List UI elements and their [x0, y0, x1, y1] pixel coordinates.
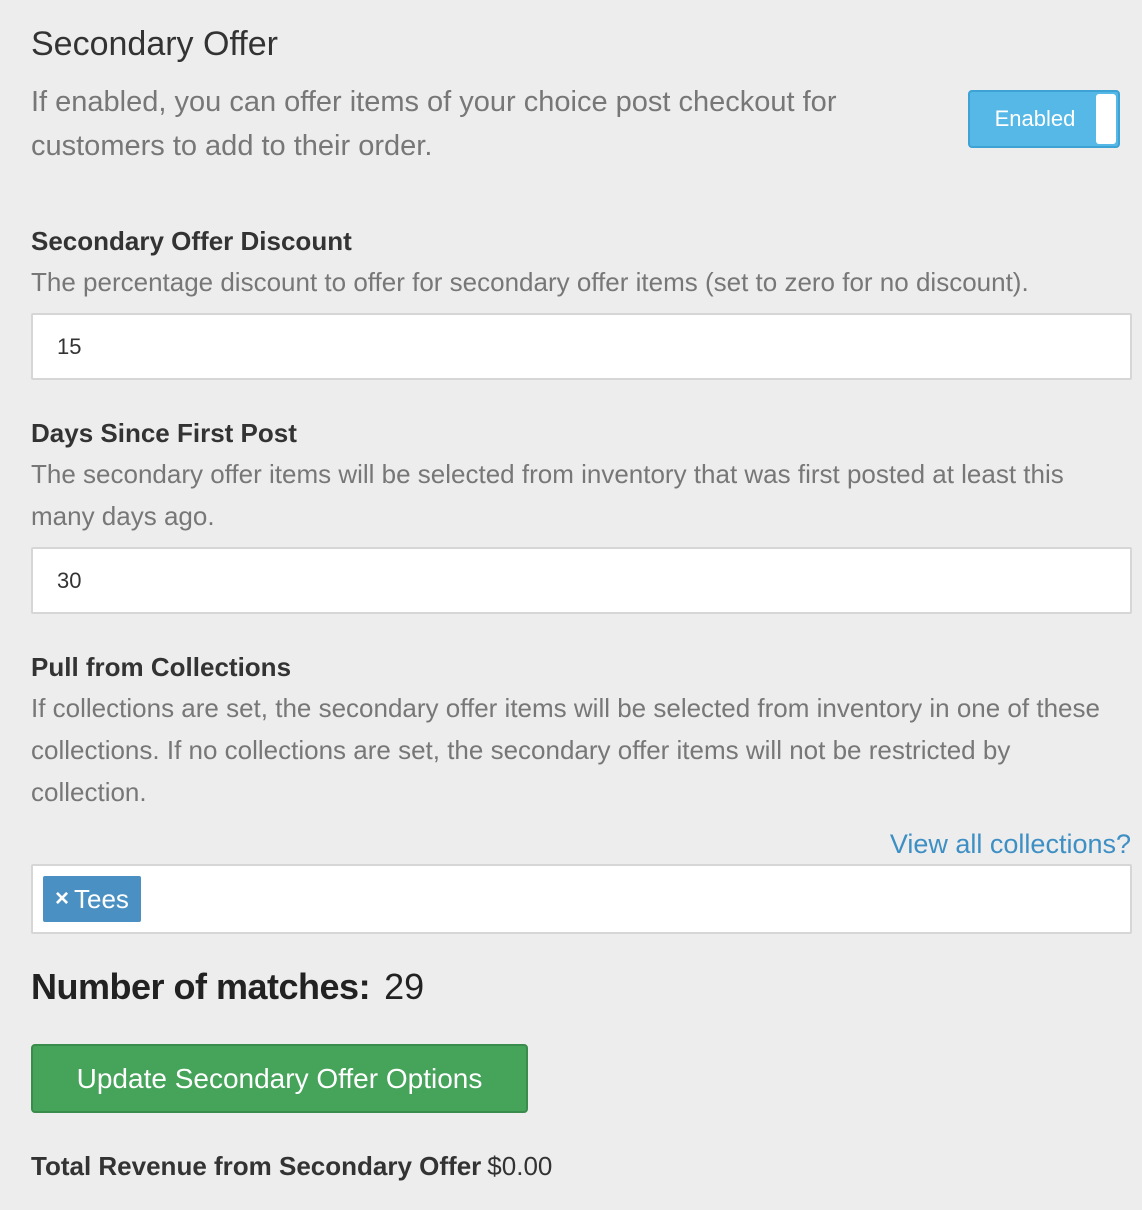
total-revenue	[31, 1148, 552, 1184]
collections-tag-input[interactable]	[31, 864, 1132, 934]
days-since-first-post-input[interactable]	[31, 547, 1132, 614]
toggle-label: Enabled	[994, 106, 1076, 131]
toggle-knob[interactable]	[1096, 94, 1116, 144]
discount-help: The percentage discount to offer for secondary offer items (set to zero for no discount).	[31, 267, 1029, 297]
tag-remove-icon[interactable]: ×	[55, 885, 70, 912]
update-secondary-offer-button[interactable]: Update Secondary Offer Options	[31, 1044, 528, 1113]
discount-input[interactable]	[31, 313, 1132, 380]
discount-label: Secondary Offer Discount	[31, 226, 352, 256]
number-of-matches	[31, 962, 424, 1012]
days-since-first-post-help: The secondary offer items will be selected from inventory that was first posted at least this many days ago.	[31, 459, 1064, 531]
enabled-toggle[interactable]	[968, 90, 1120, 148]
collection-tag	[43, 876, 141, 922]
collections-label: Pull from Collections	[31, 652, 292, 682]
section-title: Secondary Offer	[31, 25, 278, 63]
revenue-label: Total Revenue from Secondary Offer	[31, 1151, 482, 1181]
days-since-first-post-label: Days Since First Post	[31, 418, 297, 448]
matches-count: 29	[384, 966, 425, 1007]
revenue-value: $0.00	[487, 1151, 553, 1181]
view-all-collections-link[interactable]: View all collections?	[889, 829, 1131, 859]
collections-help: If collections are set, the secondary offer items will be selected from inventory in one of these collections. If no collections are set, the secondary offer items will not be restricted by collection.	[31, 693, 1100, 807]
tag-label: Tees	[74, 884, 129, 914]
section-description: If enabled, you can offer items of your choice post checkout for customers to add to their order.	[31, 86, 837, 162]
matches-label: Number of matches:	[31, 966, 371, 1007]
